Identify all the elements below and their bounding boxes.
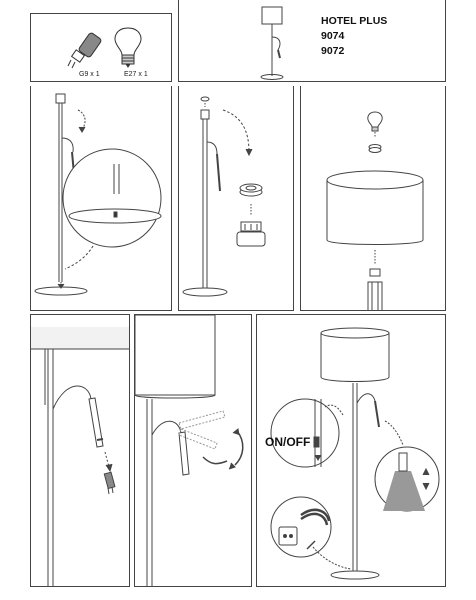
bulb-panel xyxy=(30,13,172,82)
step-1-panel xyxy=(30,86,172,311)
on-off-label: ON/OFF xyxy=(265,435,311,449)
step-3-illustration xyxy=(301,86,446,311)
g9-label: G9 x 1 xyxy=(79,71,100,78)
step-1-illustration xyxy=(31,86,172,311)
product-panel xyxy=(178,0,446,82)
step-5-panel xyxy=(134,314,252,587)
step-4-panel xyxy=(30,314,130,587)
bulb-icons xyxy=(31,14,172,82)
product-name: HOTEL PLUS xyxy=(321,15,388,27)
g9-bulb-icon xyxy=(68,32,102,68)
step-2-panel xyxy=(178,86,294,311)
e27-label: E27 x 1 xyxy=(124,71,148,78)
e27-bulb-icon xyxy=(115,28,141,67)
model-number-1: 9074 xyxy=(321,30,345,42)
step-5-illustration xyxy=(135,315,252,587)
step-2-illustration xyxy=(179,86,294,311)
product-title xyxy=(321,14,387,59)
step-3-panel xyxy=(300,86,446,311)
step-6-illustration xyxy=(257,315,446,587)
product-illustration xyxy=(179,0,446,82)
step-6-panel xyxy=(256,314,446,587)
model-number-2: 9072 xyxy=(321,45,345,57)
step-4-illustration xyxy=(31,315,130,587)
